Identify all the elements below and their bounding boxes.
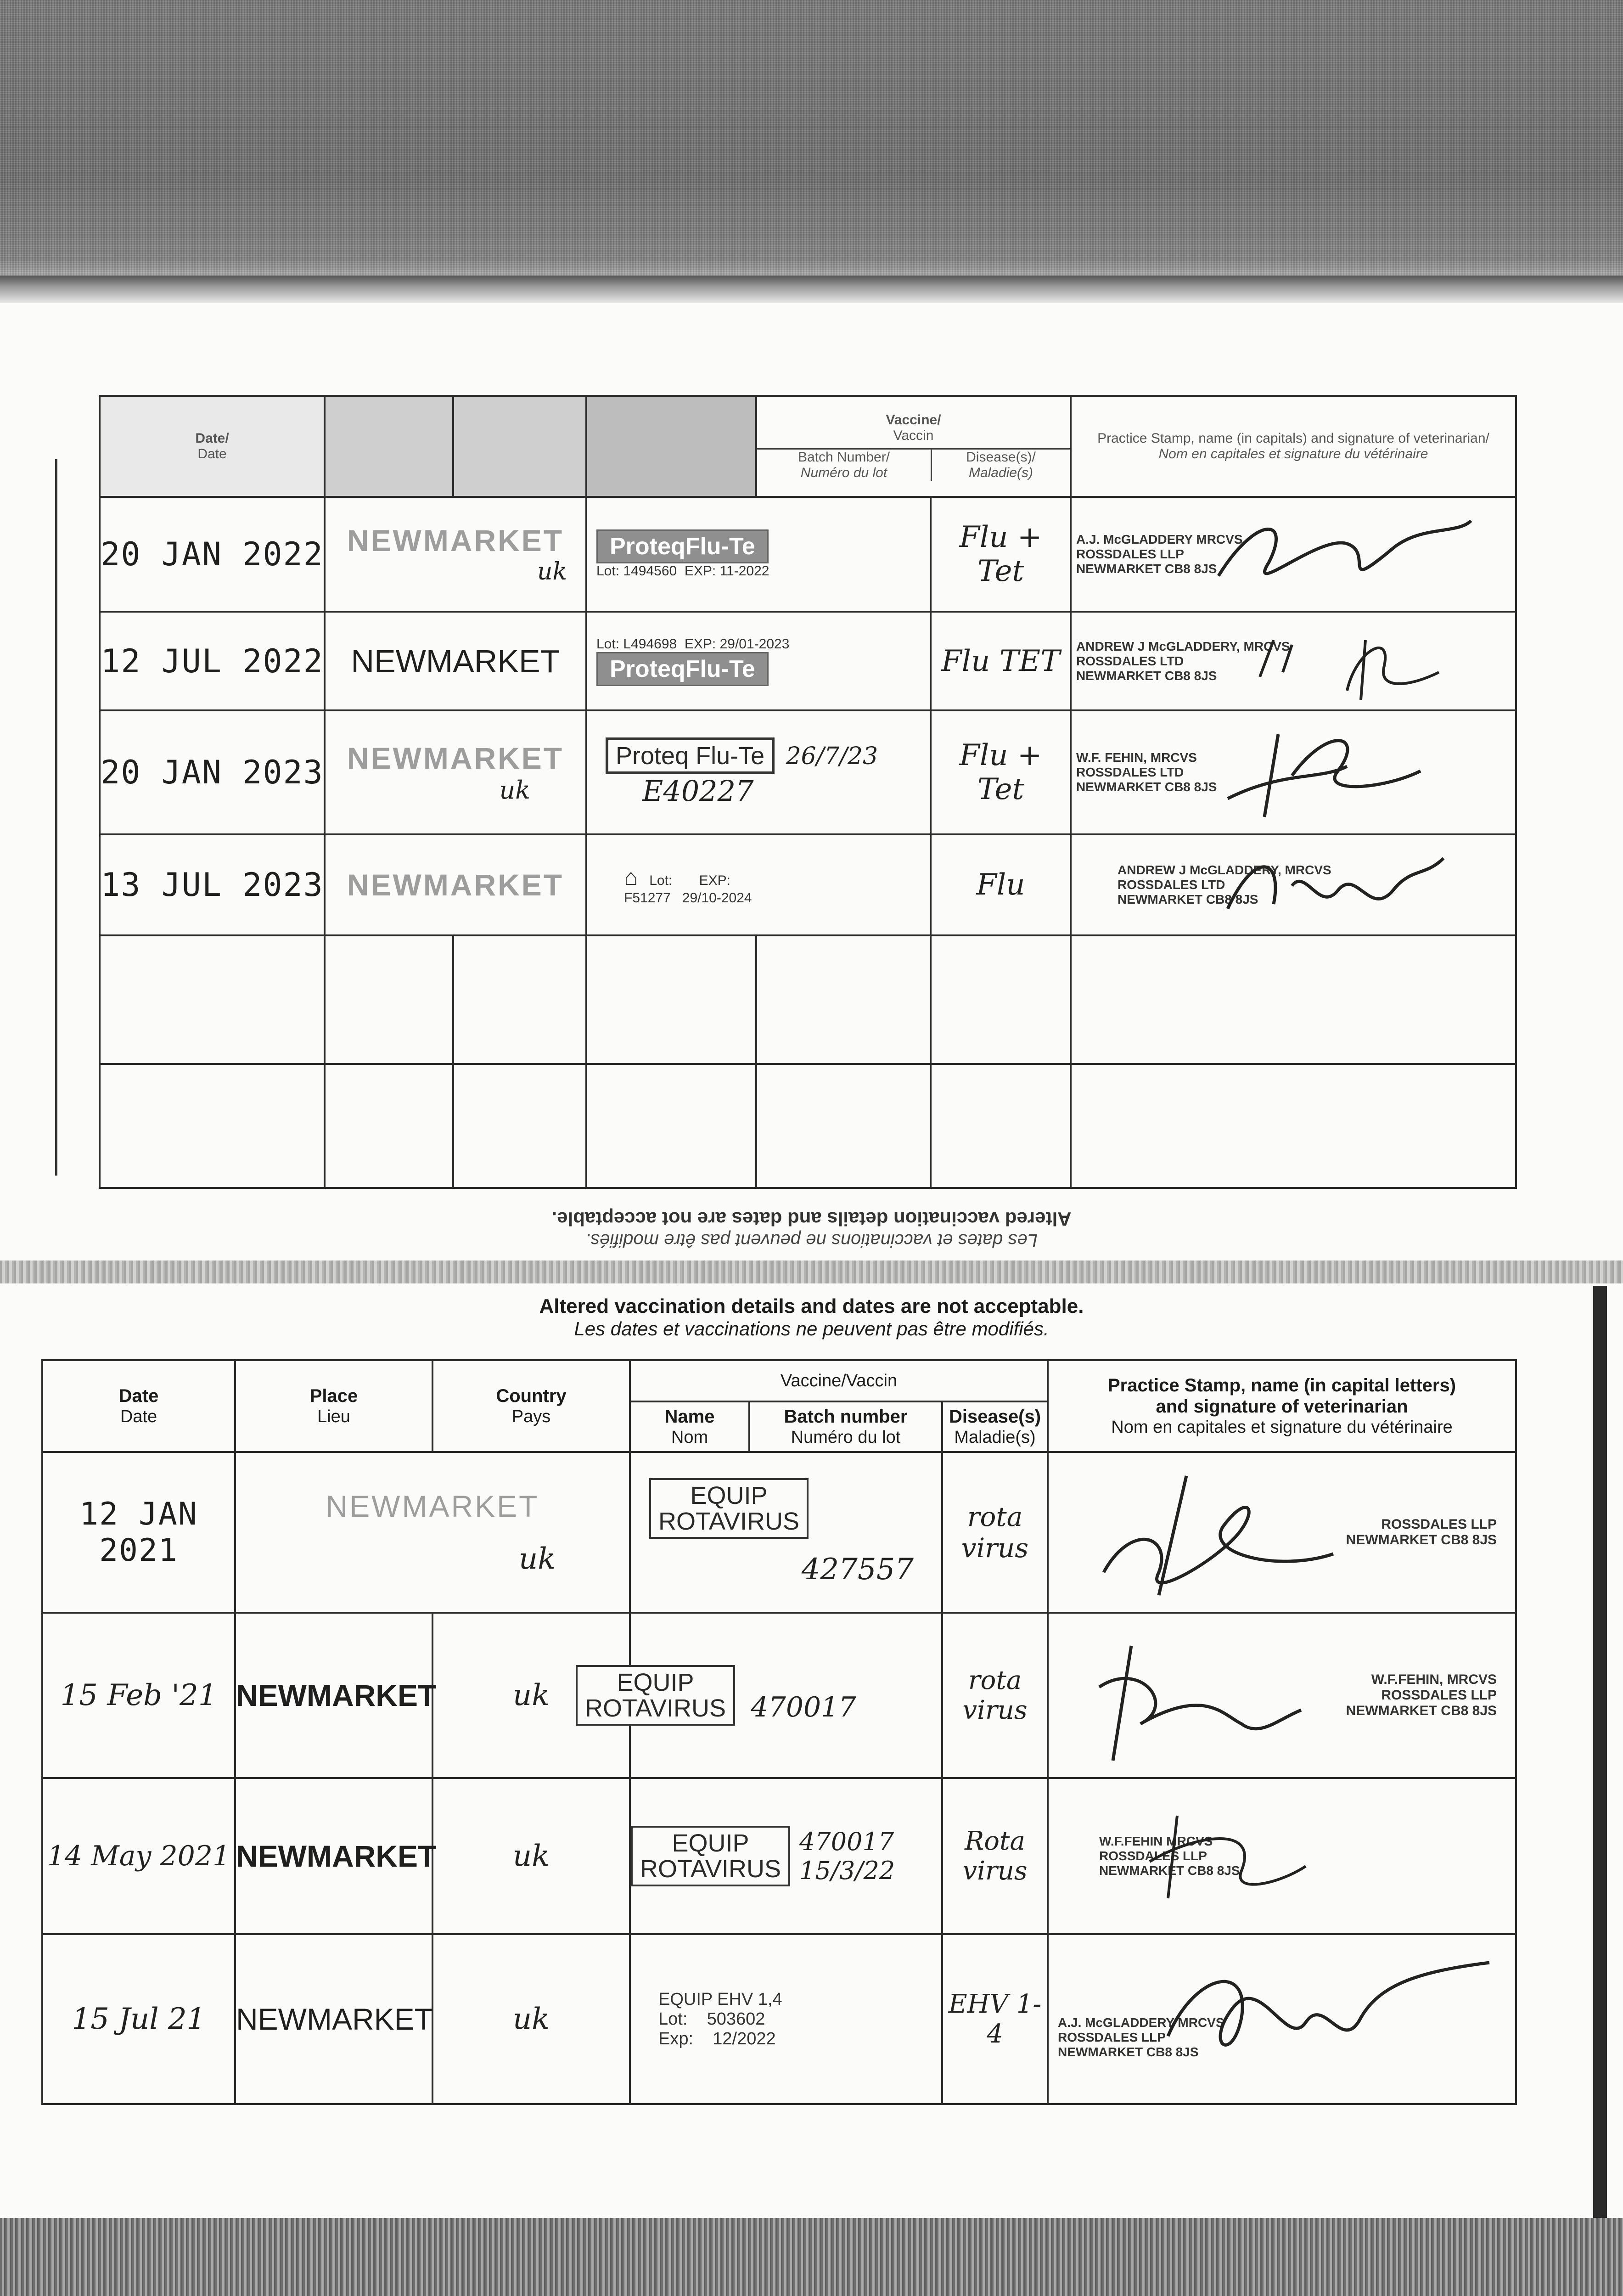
top-row-vaccine: Proteq Flu-Te 26/7/23 E40227: [586, 710, 931, 834]
fold-band: [0, 1261, 1623, 1283]
top-row-stamp: [1071, 497, 1516, 612]
top-row: [100, 834, 1516, 935]
row-disease: rota virus: [942, 1452, 1048, 1613]
top-header-name: [586, 396, 756, 497]
top-row-vaccine: ProteqFlu-Te Lot: 1494560 EXP: 11-2022: [586, 497, 931, 612]
scan-edge: [0, 276, 1623, 303]
top-header-stamp: Practice Stamp, name (in capitals) and signature of veterinarian/ Nom en capitales et signature du vétérinaire: [1071, 396, 1516, 497]
top-row-empty: [100, 1064, 1516, 1188]
row-disease: Rota virus: [942, 1778, 1048, 1934]
top-row-vaccine: ⌂ Lot: EXP: F51277 29/10-2024: [586, 834, 931, 935]
row-country: uk: [432, 1613, 630, 1778]
row-date: 15 Feb '21: [42, 1613, 235, 1778]
row-disease: EHV 1-4: [942, 1934, 1048, 2104]
header-batch: Batch number Numéro du lot: [749, 1401, 942, 1452]
header-date: Date Date: [42, 1360, 235, 1452]
header-stamp: Practice Stamp, name (in capital letters) and signature of veterinarian Nom en capitales et signature du vétérinaire: [1048, 1360, 1516, 1452]
header-vaccine: Vaccine/Vaccin: [630, 1360, 1048, 1401]
house-icon: ⌂: [624, 864, 638, 890]
table-row: [42, 1778, 1516, 1934]
top-row-disease: Flu + Tet: [931, 710, 1071, 834]
row-date: 15 Jul 21: [42, 1934, 235, 2104]
top-row-disease: Flu: [931, 834, 1071, 935]
row-place: NEWMARKET: [235, 1934, 432, 2104]
row-vaccine: EQUIP ROTAVIRUS 470017 15/3/22: [630, 1778, 942, 1934]
header-name: Name Nom: [630, 1401, 749, 1452]
stamp-line: W.F.FEHIN MRCVS ROSSDALES LLP NEWMARKET CB8 8JS: [1099, 1834, 1240, 1878]
signature: [1140, 1806, 1324, 1908]
stamp-line: ANDREW J McGLADDERY, MRCVS ROSSDALES LTD NEWMARKET CB8 8JS: [1118, 863, 1331, 906]
signature: [1085, 1632, 1315, 1770]
top-row-place: NEWMARKET uk: [325, 710, 586, 834]
row-place: NEWMARKET: [235, 1778, 432, 1934]
row-vaccine: EQUIP ROTAVIRUS 427557: [630, 1452, 942, 1613]
scan-bottom-band: [0, 2218, 1623, 2296]
scan-dark-band: [0, 0, 1623, 294]
signature: [1200, 507, 1485, 603]
header-country: Country Pays: [432, 1360, 630, 1452]
top-row-empty: [100, 935, 1516, 1064]
top-row-date: 12 JUL 2022: [100, 612, 325, 710]
top-row-place: NEWMARKET uk: [325, 497, 586, 612]
stamp-line: W.F. FEHIN, MRCVS ROSSDALES LTD NEWMARKET CB8 8JS: [1076, 750, 1217, 794]
mirrored-notice: Les dates et vaccinations ne peuvent pas être modifiés. Altered vaccination details and dates are not acceptable.: [551, 1208, 1072, 1250]
top-row-stamp: [1071, 612, 1516, 710]
row-country: uk: [432, 1934, 630, 2104]
scan-right-edge: [1593, 1286, 1607, 2223]
top-row: [100, 497, 1516, 612]
row-vaccine: EQUIP EHV 1,4 Lot: 503602 Exp: 12/2022: [630, 1934, 942, 2104]
stamp-line: A.J. McGLADDERY MRCVS ROSSDALES LLP NEWMARKET CB8 8JS: [1076, 532, 1243, 576]
top-row-place: NEWMARKET: [325, 834, 586, 935]
top-row-stamp: [1071, 710, 1516, 834]
bottom-vaccination-table: [41, 1359, 1517, 2105]
header-disease: Disease(s) Maladie(s): [942, 1401, 1048, 1452]
notice: Altered vaccination details and dates are not acceptable. Les dates et vaccinations ne peuvent pas être modifiés.: [539, 1295, 1084, 1339]
signature: [1219, 840, 1457, 932]
signature: [1246, 622, 1485, 704]
row-place: NEWMARKET: [235, 1613, 432, 1778]
row-disease: rota virus: [942, 1613, 1048, 1778]
row-stamp: [1048, 1613, 1516, 1778]
top-header-place: [325, 396, 453, 497]
stamp-line: ROSSDALES LLP NEWMARKET CB8 8JS: [1346, 1517, 1497, 1548]
row-stamp: [1048, 1778, 1516, 1934]
signature: [1076, 1462, 1352, 1600]
row-vaccine: EQUIP ROTAVIRUS 470017: [630, 1613, 942, 1778]
signature: [1140, 1944, 1508, 2082]
row-date: 12 JAN 2021: [42, 1452, 235, 1613]
table-row: [42, 1452, 1516, 1613]
top-header-vaccine: Vaccine/ Vaccin Batch Number/ Numéro du lot Disease(s)/ Maladie(s): [756, 396, 1071, 497]
table-row: [42, 1934, 1516, 2104]
top-row-stamp: [1071, 834, 1516, 935]
row-date: 14 May 2021: [42, 1778, 235, 1934]
top-row-date: 20 JAN 2023: [100, 710, 325, 834]
left-bracket: [55, 459, 57, 1176]
top-row: [100, 710, 1516, 834]
top-row-disease: Flu TET: [931, 612, 1071, 710]
top-row-disease: Flu + Tet: [931, 497, 1071, 612]
header-place: Place Lieu: [235, 1360, 432, 1452]
row-stamp: [1048, 1934, 1516, 2104]
stamp-line: W.F.FEHIN, MRCVS ROSSDALES LLP NEWMARKET CB8 8JS: [1346, 1672, 1497, 1718]
top-row-vaccine: Lot: L494698 EXP: 29/01-2023 ProteqFlu-Te: [586, 612, 931, 710]
top-row: [100, 612, 1516, 710]
stamp-line: ANDREW J McGLADDERY, MRCVS ROSSDALES LTD NEWMARKET CB8 8JS: [1076, 639, 1290, 683]
top-row-date: 20 JAN 2022: [100, 497, 325, 612]
row-stamp: [1048, 1452, 1516, 1613]
top-row-place: NEWMARKET: [325, 612, 586, 710]
table-row: [42, 1613, 1516, 1778]
signature: [1209, 716, 1439, 822]
top-vaccination-table: [99, 395, 1517, 1189]
stamp-line: A.J. McGLADDERY MRCVS ROSSDALES LLP NEWMARKET CB8 8JS: [1058, 2015, 1224, 2059]
top-row-date: 13 JUL 2023: [100, 834, 325, 935]
top-header-date: Date/ Date: [100, 396, 325, 497]
row-country: uk: [432, 1778, 630, 1934]
row-place: NEWMARKET uk: [235, 1452, 630, 1613]
top-header-country: [453, 396, 586, 497]
